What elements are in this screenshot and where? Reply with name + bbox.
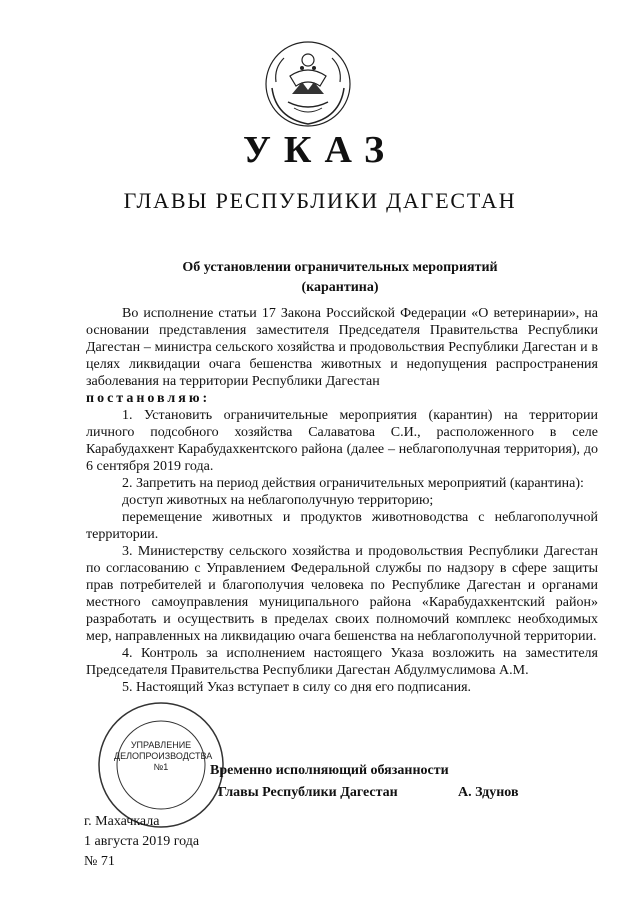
item-5: 5. Настоящий Указ вступает в силу со дня его подписания. bbox=[122, 680, 472, 695]
stamp-line-3: №1 bbox=[153, 762, 169, 772]
signature-position-line-2: Главы Республики Дагестан bbox=[218, 785, 398, 800]
intro-paragraph: Во исполнение статьи 17 Закона Российской Федерации «О ветеринарии», на основании представления заместителя Председателя Правительства Республики Дагестан – министра сельского хозяйства и продовольствия Республики Дагестан и в целях ликвидации очага бешенства животных и недопущения распространения заболевания на территории Республики Дагестан bbox=[86, 306, 598, 389]
subject-line-1: Об установлении ограничительных мероприятий bbox=[182, 260, 498, 275]
document-subtitle: ГЛАВЫ РЕСПУБЛИКИ ДАГЕСТАН bbox=[123, 188, 517, 213]
signature-name: А. Здунов bbox=[458, 785, 519, 800]
stamp-text bbox=[114, 740, 213, 773]
document-body bbox=[86, 305, 598, 696]
footer-city: г. Махачкала bbox=[84, 814, 160, 829]
document-footer bbox=[84, 812, 199, 872]
signature-block bbox=[196, 760, 616, 804]
item-2: 2. Запретить на период действия ограничительных мероприятий (карантина): bbox=[122, 476, 584, 491]
signature-position-line-1: Временно исполняющий обязанности bbox=[210, 763, 449, 778]
footer-number: № 71 bbox=[84, 854, 115, 869]
item-3: 3. Министерству сельского хозяйства и продовольствия Республики Дагестан по согласованию с Управлением Федеральной службы по надзору в сфере защиты прав потребителей и благополучия человека по Республике Дагестан и органами местного самоуправления муниципального района «Карабудахкентский район» разработать и осуществить в пределах своих полномочий комплекс необходимых мер, направленных на ликвидацию очага бешенства на неблагополучной территории. bbox=[86, 544, 598, 644]
document-subject bbox=[80, 258, 600, 298]
item-1: 1. Установить ограничительные мероприятия (карантин) на территории личного подсобного хозяйства Салаватова С.И., расположенного в селе Карабудахкент Карабудахкентского района (далее – неблагополучная территория), до 6 сентября 2019 года. bbox=[86, 408, 598, 474]
footer-date: 1 августа 2019 года bbox=[84, 834, 200, 849]
item-2b: перемещение животных и продуктов животноводства с неблагополучной территории. bbox=[86, 510, 598, 542]
item-2a: доступ животных на неблагополучную территорию; bbox=[122, 493, 434, 508]
dagestan-coat-of-arms-icon bbox=[262, 38, 354, 130]
document-title: УКАЗ bbox=[243, 129, 397, 171]
subject-line-2: (карантина) bbox=[301, 280, 379, 295]
item-4: 4. Контроль за исполнением настоящего Указа возложить на заместителя Председателя Правительства Республики Дагестан Абдулмуслимова А.М. bbox=[86, 646, 598, 678]
stamp-line-2: ДЕЛОПРОИЗВОДСТВА bbox=[114, 751, 213, 761]
stamp-line-1: УПРАВЛЕНИЕ bbox=[130, 740, 192, 750]
resolve-word: постановляю: bbox=[86, 391, 211, 406]
coat-of-arms-emblem bbox=[262, 38, 354, 130]
